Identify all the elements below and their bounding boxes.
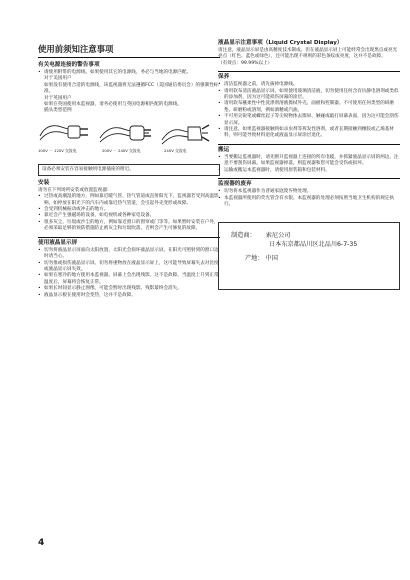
transport-list (218, 155, 400, 174)
install-title: 安装 (38, 179, 50, 186)
plug-au-icon (162, 125, 209, 144)
region-label-us: 对于美国用户 (44, 76, 72, 82)
page-number: 4 (38, 538, 45, 548)
maker-name: 索尼公司 (265, 232, 291, 240)
maker-address: 日本东京都品川区北品川6-7-35 (269, 241, 358, 249)
list-item: • 本监视器所使用的荧光管含有水银。本监视器的处理必须按照当地卫生机构的规定执行。 (218, 196, 400, 209)
list-item: • 当要搬运监视器时，请先断开监视器上连接的所有电缆，并抓紧液晶显示屏的两边，注意不要刮伤屏幕。如果监视器掉落，则监视器和您可能会受伤或损坏。 (218, 155, 400, 168)
list-item: • 不可用尖锐笔或螺丝起子等尖锐物体去擦屏、触碰或敲打屏幕表面，因为这可能会刮伤显示屏。 (218, 114, 400, 127)
outlet-note-box: 设备必须安装在容易接触到电源插座的附近。 (38, 164, 220, 176)
list-item: • 液晶显示板在使用时会变热，这并不是故障。 (38, 293, 220, 299)
list-item: • 请用软布清洁液晶显示屏。如果使用玻璃清洁液，切勿使用任何含有抗静电溶剂或类似的添加剂，因为这可能损伤屏幕的涂层。 (218, 89, 400, 102)
lcd-note-title: 液晶显示注意事项（Liquid Crystal Display） (218, 40, 343, 46)
lcd-usage-title: 使用液晶显示屏 (38, 237, 220, 247)
lcd-usage-list (38, 248, 220, 299)
plug-types-icon (38, 118, 220, 148)
list-item: • 运输或搬运本监视器时，请使用原装箱和包装材料。 (218, 168, 400, 174)
list-item: • 清洁监视器之前，请先拔掉电源线。 (218, 82, 400, 88)
plug-label-2: 200V － 240V 交流电 (102, 147, 141, 153)
region-text-uk: 如果在英国使用本监视器，请务必使用与英国电源相匹配的电源线。 (44, 102, 182, 108)
disposal-title: 监视器的废弃 (218, 178, 400, 188)
list-item: • 请注意，如果监视器接触到如杀虫剂等挥发性溶剂，或者长期接触到橡胶或乙烯基材料，则可能导致材料退化或液晶显示屏涂层退化。 (218, 127, 400, 140)
list-item: • 会受到机械振动或冲击的地方。 (38, 207, 220, 213)
region-label-uk: 对于英国用户 (44, 95, 72, 101)
disposal-list (218, 189, 400, 208)
power-warning-title: 有关电源连接的警告事项 (38, 62, 100, 68)
plug-eu-icon (100, 126, 151, 142)
list-item: • 请用软布蘸柔性中性洗涤剂溶液擦拭外壳、面板和控制器。不可使用任何类型的研磨垫、研磨粉或溶剂，例如酒精或汽油。 (218, 101, 400, 114)
list-item: • 靠近会产生强磁场的设备，如电视机或各种家电设备。 (38, 213, 220, 219)
install-intro: 请勿在下列场所安装或放置监视器： (38, 187, 112, 193)
origin-label: 产地： (245, 255, 264, 263)
care-list (218, 82, 400, 140)
manufacturer-box (218, 222, 400, 290)
list-item: • 切勿将液晶显示屏面向太阳放置，太阳光会损坏液晶显示屏。在阳光可照射到的窗口边时请当心。 (38, 248, 220, 261)
manufacturer-row (231, 231, 391, 240)
origin-row (231, 254, 391, 263)
plug-labels (38, 148, 220, 156)
maker-label: 制造商： (231, 232, 256, 240)
list-item: • 如果在寒冷的地方使用本监视器，屏幕上会出现残影。这不是故障。当温度上升到正常温度后，屏幕将会恢复正常。 (38, 273, 220, 286)
transport-title: 搬运 (218, 144, 400, 154)
left-column (38, 40, 220, 299)
origin-value: 中国 (265, 255, 278, 263)
lcd-note-effective: （有效点：99.99%以上） (218, 60, 273, 66)
page-title: 使用前须知注意事项 (38, 44, 220, 58)
plug-caption: 插头类型范例 (44, 108, 72, 114)
list-item: • 请使用附带的电源线。如果使用其它的电源线，务必与当地的电源匹配。 (38, 70, 220, 76)
power-warning-list (38, 70, 220, 76)
list-item: • 过热或高潮湿的地方，例如靠近暖气管、热气管道或直射阳光下。监视器若受到高温影响，如停放在阳光下的汽车内或靠近热气管道，会引起外壳变形或故障。 (38, 194, 220, 207)
install-list (38, 194, 220, 232)
list-item: • 切勿将本监视器作为普通家庭废弃物处理。 (218, 189, 400, 195)
list-item: • 很多灰尘、垃圾或沙尘的地方，例如靠近窗口的窗帘或门等等。如果暂时安装在户外，必须采取足够的预防措施防止被灰尘和垃圾吹落，否则会产生可修复的故障。 (38, 220, 220, 233)
plug-us-icon (40, 126, 88, 140)
plug-illustration (38, 118, 220, 156)
right-column (218, 40, 400, 290)
care-title: 保养 (218, 71, 400, 81)
lcd-note-text: 请注意，液晶显示屏是由高精度技术制成。但在液晶显示屏上可能经常会出现黑点或亮光亮点（红色、蓝色或绿色），还可能出现不规则的彩色条纹或亮度，这并不是故障。 (218, 48, 398, 60)
list-item: • 切勿推或损伤液晶显示屏。切勿将重物放在液晶显示屏上，这可能导致屏幕失去对比度或液晶显示屏失效。 (38, 261, 220, 274)
plug-label-1: 100V － 120V 交流电 (38, 147, 77, 153)
list-item: • 如果长时间显示静止图像，可能会暂时出现残影。残影最终会消失。 (38, 286, 220, 292)
region-text-us: 如果没有使用合适的电源线，该监视器将无法遵循FCC（美国通信委员会）的强制性标准。 (44, 82, 219, 95)
plug-label-3: 240V 交流电 (164, 147, 187, 153)
